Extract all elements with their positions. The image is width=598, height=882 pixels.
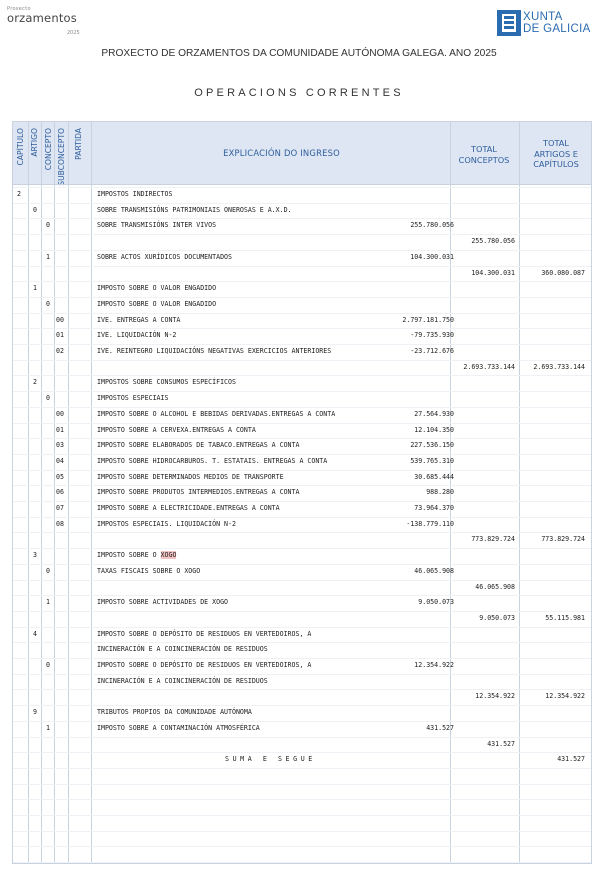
table-row bbox=[13, 658, 591, 673]
description-text: IMPOSTOS SOBRE CONSUMOS ESPECÍFICOS bbox=[97, 378, 236, 387]
row-description bbox=[97, 488, 299, 496]
table-row bbox=[13, 438, 591, 453]
table-row bbox=[13, 344, 591, 359]
code-art: 2 bbox=[33, 378, 37, 387]
amount: 12.354.922 bbox=[414, 661, 454, 669]
code-sub: 01 bbox=[56, 331, 64, 340]
orzamentos-logo bbox=[7, 6, 87, 42]
description-text: IMPOSTO SOBRE DETERMINADOS MEDIOS DE TRANSPORTE bbox=[97, 472, 284, 481]
row-description bbox=[97, 708, 252, 716]
xunta-logo bbox=[497, 10, 593, 40]
table-row bbox=[13, 674, 591, 689]
code-sub: 05 bbox=[56, 472, 64, 481]
table-row bbox=[13, 313, 591, 328]
table-row bbox=[13, 721, 591, 736]
description-text: IMPOSTOS ESPECIAIS. LIQUIDACIÓN N-2 bbox=[97, 519, 236, 528]
row-gridline bbox=[13, 862, 591, 863]
row-description bbox=[97, 645, 268, 653]
code-con: 0 bbox=[46, 299, 50, 308]
table-row bbox=[13, 501, 591, 516]
code-sub: 08 bbox=[56, 519, 64, 528]
code-con: 1 bbox=[46, 252, 50, 261]
table-row bbox=[13, 391, 591, 406]
code-art: 3 bbox=[33, 551, 37, 560]
table-row bbox=[13, 203, 591, 218]
amount: 12.104.350 bbox=[414, 425, 454, 434]
table-row bbox=[13, 375, 591, 390]
description-text: IMPOSTO SOBRE ACTIVIDADES DE XOGO bbox=[97, 598, 229, 607]
row-description bbox=[97, 378, 236, 386]
amount: 27.564.930 bbox=[414, 409, 454, 418]
header-explicacion: EXPLICACIÓN DO INGRESO bbox=[223, 148, 340, 158]
table-row bbox=[13, 564, 591, 579]
xunta-text bbox=[523, 11, 591, 35]
description-text: SOBRE TRANSMISIÓNS PATRIMONIAIS ONEROSAS E A.X.D. bbox=[97, 205, 292, 214]
table-row bbox=[13, 266, 591, 281]
row-description bbox=[97, 551, 176, 559]
table-row bbox=[13, 517, 591, 532]
description-text: IVE. REINTEGRO LIQUIDACIÓNS NEGATIVAS EXERCICIOS ANTERIORES bbox=[97, 347, 332, 355]
suma-label: SUMA E SEGUE bbox=[225, 755, 316, 764]
code-sub: 00 bbox=[56, 315, 64, 324]
row-description bbox=[97, 504, 280, 512]
total-artigo: 773.829.724 bbox=[541, 535, 585, 544]
description-text: IMPOSTO SOBRE A CERVEXA.ENTREGAS A CONTA bbox=[97, 425, 256, 434]
code-sub: 04 bbox=[56, 456, 64, 465]
amount: -23.712.676 bbox=[410, 347, 454, 355]
row-description bbox=[97, 426, 256, 434]
xunta-emblem-icon bbox=[497, 10, 521, 36]
row-gridline bbox=[13, 831, 591, 832]
row-gridline bbox=[13, 768, 591, 769]
description-text: IMPOSTO SOBRE HIDROCARBUROS. T. ESTATAIS. ENTREGAS A CONTA bbox=[97, 456, 328, 465]
amount: 30.685.444 bbox=[414, 472, 454, 481]
total-concepto: 255.780.056 bbox=[471, 237, 515, 246]
amount: 988.280 bbox=[426, 488, 454, 497]
amount: 539.765.310 bbox=[410, 456, 454, 465]
total-concepto: 773.829.724 bbox=[471, 535, 515, 544]
row-description bbox=[97, 284, 216, 292]
highlighted-text: XOGO bbox=[160, 551, 177, 560]
table-row bbox=[13, 407, 591, 422]
table-row bbox=[13, 532, 591, 547]
amount: 9.050.073 bbox=[418, 598, 454, 607]
code-art: 9 bbox=[33, 708, 37, 717]
amount: 104.300.031 bbox=[410, 252, 454, 261]
table-row bbox=[13, 281, 591, 296]
table-row bbox=[13, 705, 591, 720]
amount: 255.780.056 bbox=[410, 221, 454, 230]
description-text: IMPOSTOS INDIRECTOS bbox=[97, 190, 173, 198]
row-description bbox=[97, 300, 216, 308]
row-description bbox=[97, 677, 268, 685]
amount: 73.964.370 bbox=[414, 504, 454, 512]
amount: 431.527 bbox=[426, 723, 454, 732]
description-text: IVE. LIQUIDACIÓN N-2 bbox=[97, 331, 177, 340]
row-description bbox=[97, 253, 232, 261]
page-title: PROXECTO DE ORZAMENTOS DA COMUNIDADE AUTÓNOMA GALEGA. ANO 2025 bbox=[101, 48, 497, 59]
table-row bbox=[13, 689, 591, 704]
row-description bbox=[97, 410, 335, 418]
code-con: 0 bbox=[46, 566, 50, 575]
description-text: SOBRE ACTOS XURÍDICOS DOCUMENTADOS bbox=[97, 252, 232, 261]
total-concepto: 46.065.908 bbox=[475, 582, 515, 591]
total-concepto: 431.527 bbox=[487, 739, 515, 748]
row-gridline bbox=[13, 799, 591, 800]
description-text: IMPOSTO SOBRE O bbox=[97, 551, 161, 560]
row-gridline bbox=[13, 846, 591, 847]
total-artigo: 360.080.087 bbox=[541, 268, 585, 277]
row-description bbox=[97, 457, 327, 465]
table-row bbox=[13, 548, 591, 563]
row-gridline bbox=[13, 815, 591, 816]
description-text: IMPOSTO SOBRE A CONTAMINACIÓN ATMOSFÉRICA bbox=[97, 723, 260, 732]
code-con: 1 bbox=[46, 598, 50, 607]
row-description bbox=[97, 190, 172, 198]
code-sub: 00 bbox=[56, 409, 64, 418]
table-row bbox=[13, 328, 591, 343]
header-divider bbox=[13, 184, 591, 185]
suma-row bbox=[13, 752, 591, 767]
description-text: TAXAS FISCAIS SOBRE O XOGO bbox=[97, 566, 201, 575]
xunta-line-2: DE GALICIA bbox=[523, 23, 591, 35]
description-text: IMPOSTO SOBRE O DEPÓSITO DE RESIDUOS EN VERTEDOIROS, A bbox=[97, 661, 312, 669]
row-gridline bbox=[13, 784, 591, 785]
description-text: INCINERACIÓN E A COINCINERACIÓN DE RESIDUOS bbox=[97, 645, 268, 654]
code-sub: 02 bbox=[56, 347, 64, 355]
row-description bbox=[97, 441, 299, 449]
row-description bbox=[97, 630, 311, 638]
total-concepto: 12.354.922 bbox=[475, 692, 515, 701]
code-con: 0 bbox=[46, 221, 50, 230]
code-art: 0 bbox=[33, 205, 37, 214]
description-text: IMPOSTOS ESPECIAIS bbox=[97, 394, 169, 403]
logo-small-text: Proxecto bbox=[7, 6, 31, 12]
row-description bbox=[97, 347, 331, 355]
total-artigo: 12.354.922 bbox=[545, 692, 585, 701]
description-text: IMPOSTO SOBRE O VALOR ENGADIDO bbox=[97, 299, 217, 308]
description-text: IMPOSTO SOBRE ELABORADOS DE TABACO.ENTREGAS A CONTA bbox=[97, 441, 300, 450]
row-description bbox=[97, 567, 200, 575]
description-text: TRIBUTOS PROPIOS DA COMUNIDADE AUTÓNOMA bbox=[97, 708, 252, 717]
description-text: IMPOSTO SOBRE PRODUTOS INTERMEDIOS.ENTREGAS A CONTA bbox=[97, 488, 300, 497]
amount: 46.065.908 bbox=[414, 566, 454, 575]
row-description bbox=[97, 520, 236, 528]
logo-year: 2025 bbox=[67, 30, 80, 36]
total-concepto: 104.300.031 bbox=[471, 268, 515, 277]
row-description bbox=[97, 206, 292, 214]
table-row bbox=[13, 642, 591, 657]
table-row bbox=[13, 423, 591, 438]
code-cap: 2 bbox=[17, 190, 21, 198]
table-row bbox=[13, 611, 591, 626]
row-description bbox=[97, 394, 168, 402]
logo-big-text: orzamentos bbox=[7, 11, 77, 25]
description-text: IMPOSTO SOBRE O DEPÓSITO DE RESIDUOS EN VERTEDOIROS, A bbox=[97, 629, 312, 638]
table-row bbox=[13, 218, 591, 233]
code-con: 0 bbox=[46, 394, 50, 403]
header-artigo: ARTIGO bbox=[30, 128, 39, 157]
description-text: IMPOSTO SOBRE A ELECTRICIDADE.ENTREGAS A CONTA bbox=[97, 504, 280, 512]
code-sub: 06 bbox=[56, 488, 64, 497]
table-row bbox=[13, 470, 591, 485]
suma-total: 431.527 bbox=[557, 755, 585, 764]
header-concepto: CONCEPTO bbox=[44, 128, 53, 171]
description-text: INCINERACIÓN E A COINCINERACIÓN DE RESIDUOS bbox=[97, 676, 268, 685]
table-row bbox=[13, 580, 591, 595]
table-row bbox=[13, 234, 591, 249]
table-row bbox=[13, 737, 591, 752]
header-subconcepto: SUBCONCEPTO bbox=[57, 128, 66, 186]
code-sub: 07 bbox=[56, 504, 64, 512]
total-concepto: 9.050.073 bbox=[479, 613, 515, 622]
amount: 2.797.181.750 bbox=[402, 315, 454, 324]
table-row bbox=[13, 187, 591, 202]
header-capitulo: CAPÍTULO bbox=[16, 128, 25, 166]
row-description bbox=[97, 221, 216, 229]
table-row bbox=[13, 297, 591, 312]
amount: 227.536.150 bbox=[410, 441, 454, 450]
amount: -138.779.110 bbox=[406, 519, 454, 528]
row-description bbox=[97, 598, 228, 606]
table-row bbox=[13, 595, 591, 610]
row-description bbox=[97, 331, 176, 339]
section-title: OPERACIONS CORRENTES bbox=[194, 87, 404, 99]
table-row bbox=[13, 250, 591, 265]
code-sub: 01 bbox=[56, 425, 64, 434]
table-row bbox=[13, 360, 591, 375]
code-con: 1 bbox=[46, 723, 50, 732]
budget-table bbox=[12, 121, 592, 864]
code-con: 0 bbox=[46, 661, 50, 669]
header-partida: PARTIDA bbox=[74, 128, 83, 160]
header-total-artigos: TOTAL ARTIGOS E CAPÍTULOS bbox=[533, 138, 579, 169]
table-row bbox=[13, 627, 591, 642]
row-description bbox=[97, 316, 180, 324]
description-text: IMPOSTO SOBRE O ALCOHOL E BEBIDAS DERIVADAS.ENTREGAS A CONTA bbox=[97, 409, 336, 418]
total-artigo: 2.693.733.144 bbox=[533, 362, 585, 371]
row-description bbox=[97, 473, 284, 481]
xunta-line-1: XUNTA bbox=[523, 11, 563, 23]
total-concepto: 2.693.733.144 bbox=[463, 362, 515, 371]
description-text: SOBRE TRANSMISIÓNS INTER VIVOS bbox=[97, 221, 217, 230]
code-art: 1 bbox=[33, 284, 37, 293]
row-description bbox=[97, 661, 311, 669]
description-text: IMPOSTO SOBRE O VALOR ENGADIDO bbox=[97, 284, 217, 293]
description-text: IVE. ENTREGAS A CONTA bbox=[97, 315, 181, 324]
code-art: 4 bbox=[33, 629, 37, 638]
code-sub: 03 bbox=[56, 441, 64, 450]
total-artigo: 55.115.981 bbox=[545, 613, 585, 622]
amount: -79.735.930 bbox=[410, 331, 454, 340]
table-row bbox=[13, 485, 591, 500]
row-description bbox=[97, 724, 260, 732]
table-row bbox=[13, 454, 591, 469]
header-total-conceptos: TOTAL CONCEPTOS bbox=[458, 144, 510, 165]
